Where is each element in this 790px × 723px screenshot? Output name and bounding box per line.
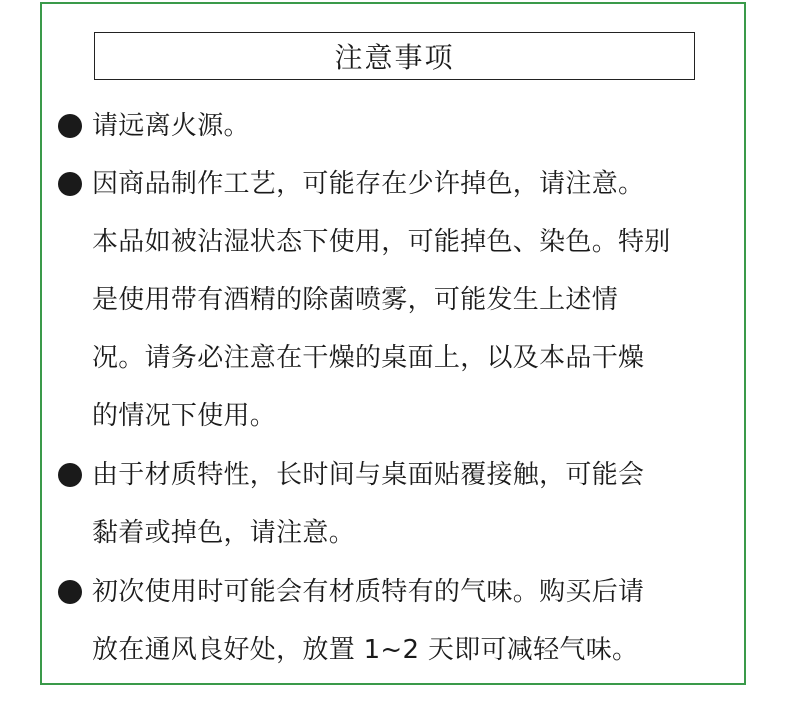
notice-item-2-line-2: 本品如被沾湿状态下使用，可能掉色、染色。特别: [92, 227, 671, 257]
notice-item-4-line-2: 放在通风良好处，放置 1~2 天即可减轻气味。: [92, 635, 639, 665]
notice-item-2-line-1: 因商品制作工艺，可能存在少许掉色，请注意。: [92, 169, 645, 199]
bullet-icon: [58, 114, 82, 138]
bullet-icon: [58, 463, 82, 487]
notice-item-2-line-4: 况。请务必注意在干燥的桌面上，以及本品干燥: [92, 343, 645, 373]
notice-item-3-line-2: 黏着或掉色，请注意。: [92, 518, 356, 548]
notice-item-3-line-1: 由于材质特性，长时间与桌面贴覆接触，可能会: [92, 460, 645, 490]
notice-item-1-line-1: 请远离火源。: [92, 111, 250, 141]
notice-item-4-line-1: 初次使用时可能会有材质特有的气味。购买后请: [92, 577, 645, 607]
bullet-icon: [58, 172, 82, 196]
notice-title: 注意事项: [94, 32, 695, 80]
notice-item-2-line-3: 是使用带有酒精的除菌喷雾，可能发生上述情: [92, 285, 619, 315]
notice-item-2-line-5: 的情况下使用。: [92, 401, 277, 431]
bullet-icon: [58, 580, 82, 604]
